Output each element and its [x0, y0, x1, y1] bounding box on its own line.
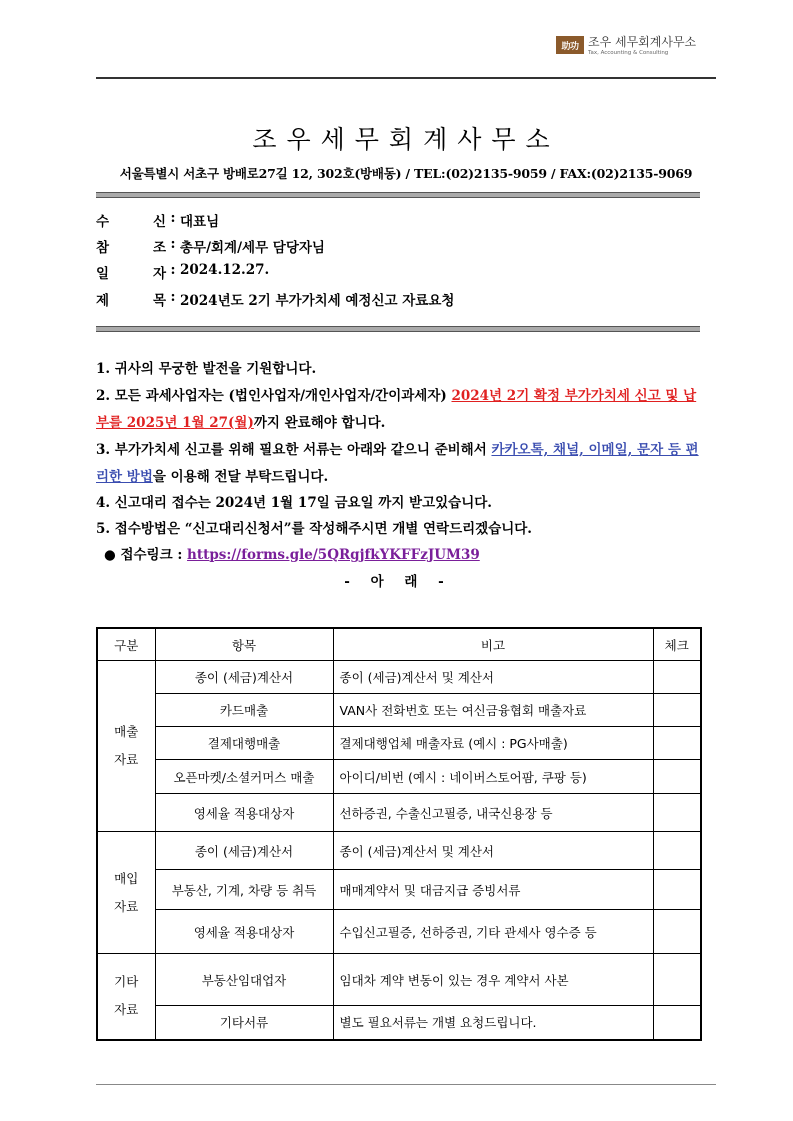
memo-date: 2024.12.27.	[180, 262, 270, 278]
memo-to: 대표님	[180, 214, 220, 230]
footer-divider	[96, 1084, 716, 1085]
memo-top-rule	[96, 192, 700, 198]
check-cell[interactable]	[653, 954, 701, 1006]
paragraph-4: 4. 신고대리 접수는 2024년 1월 17일 금요일 까지 받고있습니다.	[96, 495, 493, 511]
office-address: 서울특별시 서초구 방배로27길 12, 302호(방배동) / TEL:(02)2135-9059 / FAX:(02)2135-9069	[119, 166, 693, 181]
col-header-check: 체크	[653, 628, 701, 661]
submission-link[interactable]: https://forms.gle/5QRgjfkYKFFzJUM39	[187, 547, 480, 563]
paragraph-1: 1. 귀사의 무궁한 발전을 기원합니다.	[96, 361, 317, 377]
table-row: 영세율 적용대상자 선하증권, 수출신고필증, 내국신용장 등	[97, 794, 701, 832]
check-cell[interactable]	[653, 727, 701, 760]
memo-subject-row: 제 목 : 2024년도 2기 부가가치세 예정신고 자료요청	[96, 289, 700, 309]
table-row: 오픈마켓/소셜커머스 매출 아이디/비번 (예시 : 네이버스토어팜, 쿠팡 등)	[97, 760, 701, 794]
company-logo	[556, 36, 696, 58]
memo-date-row: 일 자 : 2024.12.27.	[96, 262, 700, 282]
col-header-note: 비고	[333, 628, 653, 661]
table-row: 결제대행매출 결제대행업체 매출자료 (예시 : PG사매출)	[97, 727, 701, 760]
section-heading: - 아 래 -	[344, 574, 452, 590]
check-cell[interactable]	[653, 832, 701, 870]
table-row: 부동산, 기계, 차량 등 취득 매매계약서 및 대금지급 증빙서류	[97, 870, 701, 910]
document-title: 조우세무회계사무소	[252, 125, 560, 154]
delivery-methods-highlight: 카카오톡, 채널, 이메일, 문자 등 편리한 방법	[96, 442, 699, 485]
memo-subject: 2024년도 2기 부가가치세 예정신고 자료요청	[180, 293, 455, 309]
table-row: 매출 자료 종이 (세금)계산서 종이 (세금)계산서 및 계산서	[97, 661, 701, 694]
memo-cc: 총무/회계/세무 담당자님	[180, 240, 325, 256]
table-row: 영세율 적용대상자 수입신고필증, 선하증권, 기타 관세사 영수증 등	[97, 910, 701, 954]
logo-mark: 助功	[556, 36, 584, 54]
paragraph-5: 5. 접수방법은 “신고대리신청서”를 작성해주시면 개별 연락드리겠습니다.	[96, 521, 533, 537]
col-header-item: 항목	[155, 628, 333, 661]
memo-to-row: 수 신 : 대표님	[96, 210, 700, 230]
logo-name: 조우 세무회계사무소	[588, 35, 697, 49]
col-header-category: 구분	[97, 628, 155, 661]
submission-link-row: ● 접수링크 : https://forms.gle/5QRgjfkYKFFzJUM39	[104, 547, 480, 563]
table-header-row	[97, 628, 701, 661]
table-row: 매입 자료 종이 (세금)계산서 종이 (세금)계산서 및 계산서	[97, 832, 701, 870]
table-row: 기타 자료 부동산임대업자 임대차 계약 변동이 있는 경우 계약서 사본	[97, 954, 701, 1006]
category-other: 기타 자료	[97, 954, 155, 1040]
check-cell[interactable]	[653, 870, 701, 910]
paragraph-3: 3. 부가가치세 신고를 위해 필요한 서류는 아래와 같으니 준비해서 카카오톡, 채널, 이메일, 문자 등 편리한 방법을 이용해 전달 부탁드립니다.	[96, 442, 699, 485]
check-cell[interactable]	[653, 661, 701, 694]
check-cell[interactable]	[653, 910, 701, 954]
category-purchase: 매입 자료	[97, 832, 155, 954]
category-sales: 매출 자료	[97, 661, 155, 832]
logo-subtitle: Tax, Accounting & Consulting	[588, 50, 669, 56]
check-cell[interactable]	[653, 1006, 701, 1040]
check-cell[interactable]	[653, 760, 701, 794]
check-cell[interactable]	[653, 694, 701, 727]
header-divider	[96, 77, 716, 79]
table-row: 카드매출 VAN사 전화번호 또는 여신금융협회 매출자료	[97, 694, 701, 727]
paragraph-2: 2. 모든 과세사업자는 (법인사업자/개인사업자/간이과세자) 2024년 2기 확정 부가가치세 신고 및 납부를 2025년 1월 27(월)까지 완료해야 합니다.	[96, 388, 697, 431]
memo-cc-row: 참 조 : 총무/회계/세무 담당자님	[96, 236, 700, 256]
memo-bottom-rule	[96, 326, 700, 332]
deadline-highlight: 2024년 2기 확정 부가가치세 신고 및 납부를 2025년 1월 27(월)	[96, 388, 697, 431]
check-cell[interactable]	[653, 794, 701, 832]
table-row: 기타서류 별도 필요서류는 개별 요청드립니다.	[97, 1006, 701, 1040]
required-documents-table	[96, 627, 702, 1041]
